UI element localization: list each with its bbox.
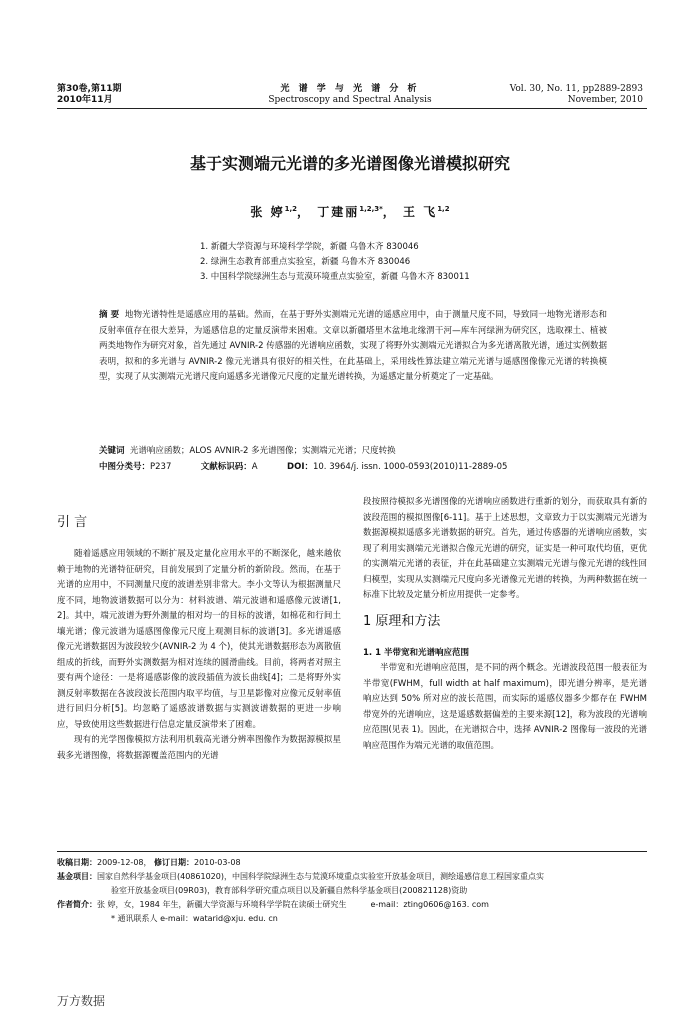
body-paragraph: 现有的光学图像模拟方法利用机载高光谱分辨率图像作为数据源模拟星载多光谱图像，将数据源覆盖范围内的光谱 — [57, 735, 341, 761]
header-divider — [57, 108, 647, 109]
author-email[interactable]: e-mail：zting0606@163. com — [370, 900, 489, 909]
author-name: 张 婷 — [250, 205, 285, 219]
doi-link[interactable]: 10. 3964/j. issn. 1000-0593(2010)11-2889-05 — [312, 462, 508, 472]
clc-label: 中图分类号： — [99, 462, 151, 472]
author-bio-label: 作者简介： — [57, 900, 97, 909]
doi-label: DOI： — [287, 462, 313, 472]
footnotes — [57, 856, 647, 926]
column-right — [363, 495, 647, 754]
author-affil-mark: 1,2 — [437, 205, 450, 213]
author-affil-mark: 1,2,3* — [359, 205, 383, 213]
author-affil-mark: 1,2 — [284, 205, 297, 213]
volume-issue-cn: 第30卷,第11期 — [57, 84, 122, 94]
doc-code: A — [251, 462, 258, 472]
fund-text-cont: 验室开放基金项目(09R03)，教育部科学研究重点项目以及新疆自然科学基金项目(200821128)资助 — [111, 886, 468, 895]
abstract-text: 地物光谱特性是遥感应用的基础。然而，在基于野外实测端元光谱的遥感应用中，由于测量尺度不同，导致同一地物光谱形态和反射率值存在很大差异，为遥感信息的定量反演带来困难。文章以新疆塔里木盆地北缘渭干河—库车河绿洲为研究区，选取裸土、植被两类地物作为研究对象，首先通过 AVNIR-2 传感器的光谱响应函数，实现了将野外实测端元光谱拟合为多光谱离散光谱，通过实例数据表明，拟和的多光谱与 AVNIR-2 像元光谱具有很好的相关性，在此基础上，采用线性算法建立端元光谱与遥感图像像元光谱的转换模型，实现了从实测端元光谱尺度向遥感多光谱像元尺度的定量光谱转换，为遥感定量分析奠定了一定基础。 — [99, 310, 607, 382]
author-list: 张 婷$^{1,2}$， 丁建丽$^{1,2,3*}$， 王 飞$^{1,2}$ — [250, 205, 450, 219]
doc-code-label: 文献标识码： — [200, 462, 252, 472]
body-paragraph: 段按照待模拟多光谱图像的光谱响应函数进行重新的划分，而获取具有新的波段范围的模拟图像[6-11]。基于上述思想，文章致力于以实测端元光谱为数据源模拟遥感多光谱数据的研究。首先，通过传感器的光谱响应函数，实现了利用实测端元光谱拟合像元光谱的研究，证实是一种可取代均值，更优的实测端元光谱的表征，并在此基础建立实测端元光谱与像元光谱的线性回归模型，实现从实测端元尺度向多光谱像元光谱的转换，为两种数据在统一标准下比较及定量分析应用提供一定参考。 — [363, 497, 647, 600]
affiliation-item: 3. 中国科学院绿洲生态与荒漠环境重点实验室，新疆 乌鲁木齐 830011 — [200, 272, 470, 282]
date-cn: 2010年11月 — [57, 95, 113, 105]
affiliation-item: 2. 绿洲生态教育部重点实验室，新疆 乌鲁木齐 830046 — [200, 257, 411, 267]
journal-name-cn: 光 谱 学 与 光 谱 分 析 — [280, 84, 420, 94]
author-name: 王 飞 — [403, 205, 438, 219]
received-label: 收稿日期： — [57, 858, 97, 867]
section-heading-methods: 1 原理和方法 — [363, 613, 441, 629]
affiliation-item: 1. 新疆大学资源与环境科学学院，新疆 乌鲁木齐 830046 — [200, 242, 419, 252]
body-paragraph: 半带宽和光谱响应范围，是不同的两个概念。光谱波段范围一般表征为半带宽(FWHM，full width at half maximum)，即光谱分辨率，是光谱响应达到 50% 所对应的波长范围，而实际的遥感仪器多少都存在 FWHM 带宽外的光谱响应，这是遥感数据偏差的主要来源[12]，称为波段的光谱响应范围(见表 1)。因此，在光谱拟合中，选择 AVNIR-2 图像每一波段的光谱响应范围作为端元光谱的取值范围。 — [363, 663, 647, 751]
volume-issue-en: Vol. 30, No. 11, pp2889-2893 — [509, 84, 643, 94]
journal-volume-en — [510, 84, 643, 106]
journal-name-en: Spectroscopy and Spectral Analysis — [268, 95, 432, 105]
subsection-heading: 1. 1 半带宽和光谱响应范围 — [363, 647, 469, 658]
fund-label: 基金项目： — [57, 872, 97, 881]
revised-date: 2010-03-08 — [194, 858, 241, 867]
clc-number: P237 — [150, 462, 172, 472]
abstract-label: 摘 要 — [99, 310, 120, 320]
keywords-block — [99, 443, 607, 475]
author-bio: 张 婷，女，1984 年生，新疆大学资源与环境科学学院在读硕士研究生 — [97, 900, 347, 909]
author-name: 丁建丽 — [317, 205, 360, 219]
revised-label: 修订日期： — [154, 858, 195, 867]
column-left — [57, 505, 341, 764]
received-date: 2009-12-08， — [97, 858, 152, 867]
fund-text: 国家自然科学基金项目(40861020)，中国科学院绿洲生态与荒漠环境重点实验室开放基金项目，测绘遥感信息工程国家重点实 — [97, 872, 544, 881]
section-heading-intro: 引 言 — [57, 515, 88, 530]
date-en: November, 2010 — [567, 95, 643, 105]
watermark-text: 万方数据 — [57, 994, 106, 1008]
corresponding-author: * 通讯联系人 e-mail：watarid@xju. edu. cn — [111, 914, 278, 923]
keywords-text: 光谱响应函数；ALOS AVNIR-2 多光谱图像；实测端元光谱；尺度转换 — [129, 446, 396, 456]
paper-title: 基于实测端元光谱的多光谱图像光谱模拟研究 — [189, 154, 510, 173]
abstract — [99, 308, 607, 386]
body-paragraph: 随着遥感应用领域的不断扩展及定量化应用水平的不断深化，越来越依赖于地物的光谱特征研究，目前发展到了定量分析的新阶段。然而，在基于光谱的应用中，不同测量尺度的波谱差别非常大。李小文等认为根据测量尺度不同，地物波谱数据可以分为：材料波谱、端元波谱和遥感像元波谱[1, 2]。其中，端元波谱为野外测量的相对均一的目标的波谱，如棉花和行间土壤光谱；像元波谱为遥感图像像元尺度上观测目标的波谱[3]。多光谱遥感像元光谱数据因为波段较少(AVNIR-2 为 4 个)，使其光谱数据形态为离散值组成的折线，而野外实测数据为相对连续的圆滑曲线。目前，将两者对照主要有两个途径：一是将遥感影像的波段插值为波长曲线[4]；二是将野外实测反射率数据在各波段波长范围内取平均值，与卫星影像对应像元反射率值进行回归分析[5]。均忽略了遥感波谱数据与实测波谱数据的更进一步响应，导致使用这些数据进行信息定量反演带来了困难。 — [57, 549, 341, 730]
affiliations — [200, 240, 470, 285]
keywords-label: 关键词 — [99, 446, 125, 456]
footnote-divider — [57, 851, 647, 852]
